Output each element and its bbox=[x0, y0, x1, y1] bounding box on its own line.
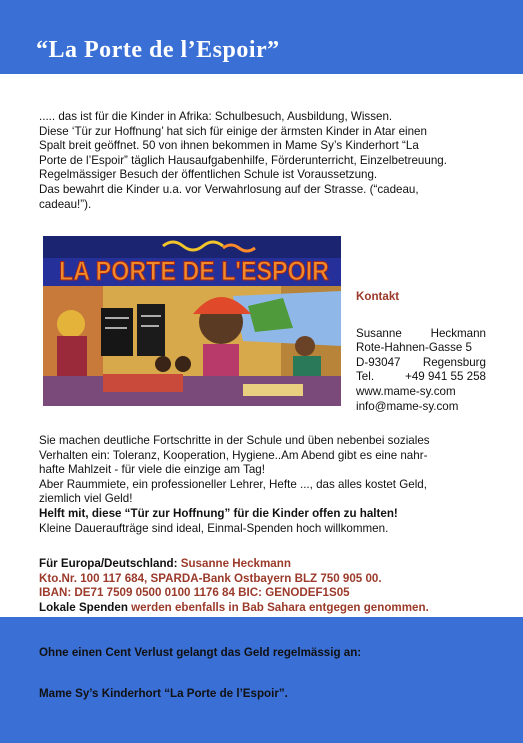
contact-heading: Kontakt bbox=[356, 290, 400, 303]
mural-illustration bbox=[43, 236, 341, 406]
body-line: Aber Raummiete, ein professioneller Lehrer, Hefte ..., das alles kostet Geld, bbox=[39, 477, 427, 491]
body-line: hafte Mahlzeit - für viele die einzige am Tag! bbox=[39, 463, 265, 477]
body-line: Verhalten ein: Toleranz, Kooperation, Hygiene..Am Abend gibt es eine nahr- bbox=[39, 448, 428, 462]
contact-street: Rote-Hahnen-Gasse 5 bbox=[356, 341, 472, 355]
footer-line-2: Mame Sy’s Kinderhort “La Porte de l’Espoir”. bbox=[39, 687, 288, 700]
contact-website-link[interactable]: www.mame-sy.com bbox=[356, 384, 456, 398]
intro-line: Regelmässiger Besuch der öffentlichen Schule ist Voraussetzung. bbox=[39, 168, 378, 182]
intro-line: cadeau!”). bbox=[39, 197, 92, 211]
intro-line: Diese ‘Tür zur Hoffnung’ hat sich für einige der ärmsten Kinder in Atar einen bbox=[39, 124, 427, 138]
intro-line: Das bewahrt die Kinder u.a. vor Verwahrlosung auf der Strasse. (“cadeau, bbox=[39, 182, 419, 196]
body-line: Sie machen deutliche Fortschritte in der Schule und üben nebenbei soziales bbox=[39, 434, 430, 447]
europe-line bbox=[39, 557, 479, 572]
contact-phone-label: Tel. bbox=[356, 370, 375, 384]
mural-photo bbox=[43, 236, 341, 406]
footer-band bbox=[0, 617, 523, 743]
contact-last-name: Heckmann bbox=[430, 326, 486, 340]
contact-first-name: Susanne bbox=[356, 326, 402, 340]
call-to-action: Helft mit, diese “Tür zur Hoffnung” für die Kinder offen zu halten! bbox=[39, 506, 398, 520]
contact-name bbox=[356, 327, 486, 342]
europe-label: Für Europa/Deutschland: bbox=[39, 557, 178, 570]
europe-recipient: Susanne Heckmann bbox=[180, 557, 291, 570]
contact-phone bbox=[356, 370, 486, 385]
footer-line-1: Ohne einen Cent Verlust gelangt das Geld regelmässig an: bbox=[39, 646, 362, 659]
mural-sign-text: LA PORTE DE L'ESPOIR bbox=[59, 256, 329, 286]
iban-bic: IBAN: DE71 7509 0500 0100 1176 84 BIC: GENODEF1S05 bbox=[39, 586, 350, 600]
body-line: ziemlich viel Geld! bbox=[39, 492, 133, 506]
page-title: “La Porte de l’Espoir” bbox=[36, 37, 280, 63]
account-number: Kto.Nr. 100 117 684, SPARDA-Bank Ostbayern BLZ 750 905 00. bbox=[39, 571, 382, 585]
contact-city-line bbox=[356, 356, 486, 371]
body-line: Kleine Daueraufträge sind ideal, Einmal-Spenden hoch willkommen. bbox=[39, 521, 389, 535]
intro-line: Spalt breit geöffnet. 50 von ihnen bekommen in Mame Sy’s Kinderhort “La bbox=[39, 139, 419, 153]
intro-line: Porte de l’Espoir” täglich Hausaufgabenhilfe, Förderunterricht, Einzelbetreuung. bbox=[39, 153, 447, 167]
contact-zip: D-93047 bbox=[356, 355, 401, 369]
bank-details bbox=[39, 557, 479, 615]
progress-paragraph bbox=[39, 434, 475, 536]
contact-block bbox=[356, 290, 486, 414]
contact-email-link[interactable]: info@mame-sy.com bbox=[356, 399, 459, 413]
contact-phone-number[interactable]: +49 941 55 258 bbox=[405, 370, 486, 384]
local-label: Lokale Spenden bbox=[39, 600, 128, 614]
local-donations-line bbox=[39, 601, 479, 616]
contact-city: Regensburg bbox=[422, 355, 486, 369]
local-text: werden ebenfalls in Bab Sahara entgegen genommen. bbox=[131, 600, 429, 614]
intro-line: ..... das ist für die Kinder in Afrika: Schulbesuch, Ausbildung, Wissen. bbox=[39, 110, 393, 123]
intro-paragraph bbox=[39, 110, 471, 212]
